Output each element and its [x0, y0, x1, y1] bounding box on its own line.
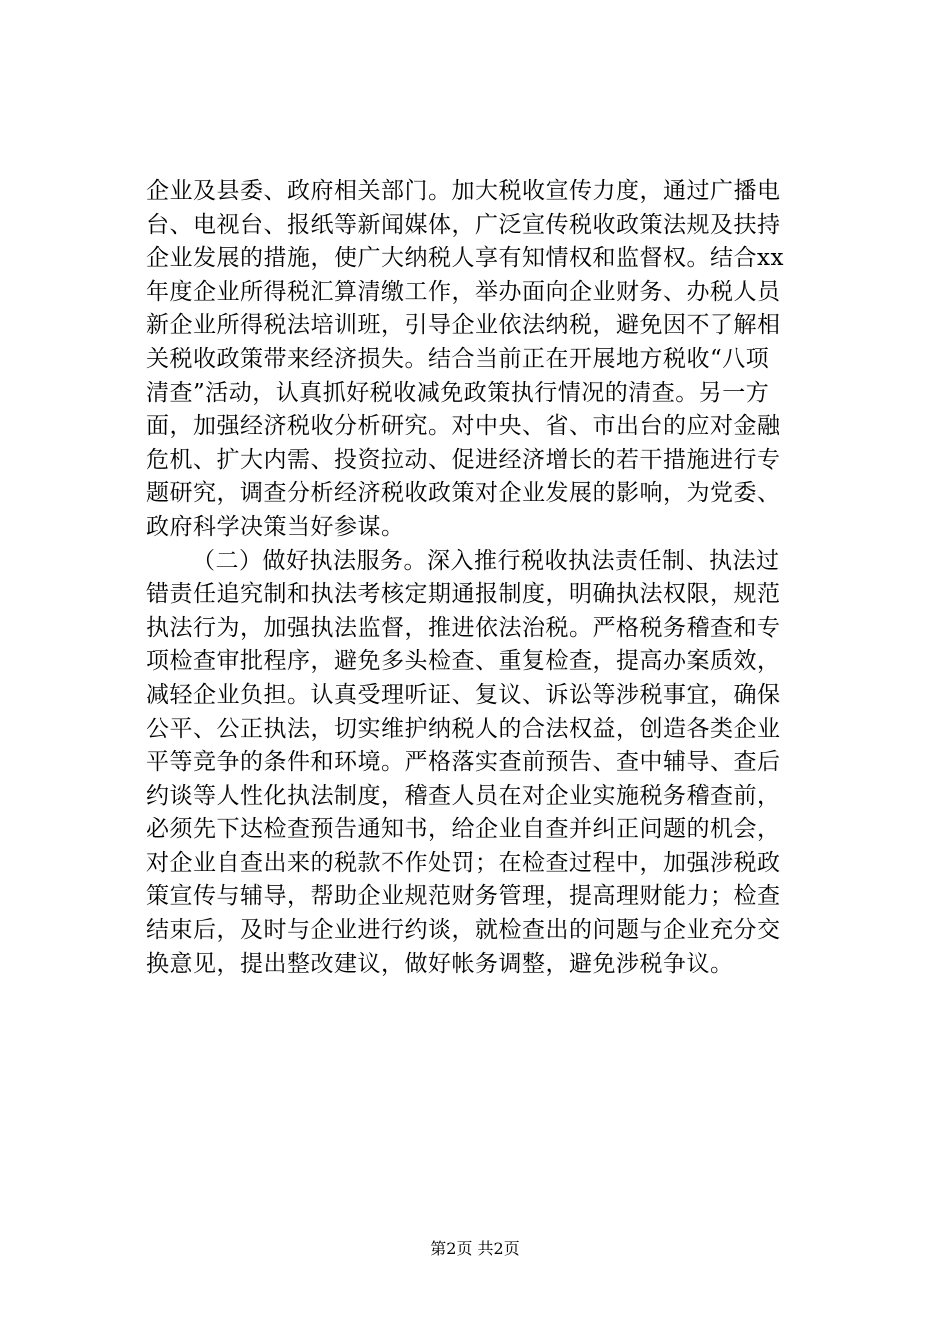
paragraph-line: 年度企业所得税汇算清缴工作，举办面向企业财务、办税人员: [146, 278, 781, 305]
section-heading-line: （二）做好执法服务。深入推行税收执法责任制、执法过: [192, 547, 780, 574]
paragraph-line: 对企业自查出来的税款不作处罚；在检查过程中，加强涉税政: [146, 849, 781, 876]
paragraph-line: 企业及县委、政府相关部门。加大税收宣传力度，通过广播电: [146, 178, 781, 204]
paragraph-line: 清查”活动，认真抓好税收减免政策执行情况的清查。另一方: [146, 379, 770, 406]
paragraph-line: 关税收政策带来经济损失。结合当前正在开展地方税收“八项: [146, 345, 770, 372]
paragraph-line: 台、电视台、报纸等新闻媒体，广泛宣传税收政策法规及扶持: [146, 211, 781, 238]
paragraph-line: 错责任追究制和执法考核定期通报制度，明确执法权限，规范: [146, 581, 781, 608]
paragraph-line: 减轻企业负担。认真受理听证、复议、诉讼等涉税事宜，确保: [146, 681, 781, 708]
page-footer: [0, 1238, 950, 1260]
paragraph-line: 结束后，及时与企业进行约谈，就检查出的问题与企业充分交: [146, 917, 781, 944]
paragraph-line: 公平、公正执法，切实维护纳税人的合法权益，创造各类企业: [146, 715, 781, 742]
page-number: 第2页 共2页: [430, 1239, 520, 1258]
paragraph-line: 换意见，提出整改建议，做好帐务调整，避免涉税争议。: [146, 950, 734, 977]
paragraph-line: 政府科学决策当好参谋。: [146, 513, 405, 540]
paragraph-line: 面，加强经济税收分析研究。对中央、省、市出台的应对金融: [146, 413, 781, 440]
paragraph-line: 项检查审批程序，避免多头检查、重复检查，提高办案质效，: [146, 648, 781, 675]
paragraph-line: 必须先下达检查预告通知书，给企业自查并纠正问题的机会，: [146, 816, 781, 843]
document-body: [146, 175, 810, 981]
paragraph-line: 策宣传与辅导，帮助企业规范财务管理，提高理财能力；检查: [146, 883, 781, 910]
paragraph-line: 新企业所得税法培训班，引导企业依法纳税，避免因不了解相: [146, 312, 781, 339]
paragraph-line: 平等竞争的条件和环境。严格落实查前预告、查中辅导、查后: [146, 749, 781, 776]
paragraph-line: 企业发展的措施，使广大纳税人享有知情权和监督权。结合xx: [146, 245, 784, 272]
paragraph-line: 执法行为，加强执法监督，推进依法治税。严格税务稽查和专: [146, 614, 781, 641]
paragraph-line: 题研究，调查分析经济税收政策对企业发展的影响，为党委、: [146, 480, 781, 507]
paragraph-line: 危机、扩大内需、投资拉动、促进经济增长的若干措施进行专: [146, 446, 781, 473]
paragraph-line: 约谈等人性化执法制度，稽查人员在对企业实施税务稽查前，: [146, 782, 781, 809]
